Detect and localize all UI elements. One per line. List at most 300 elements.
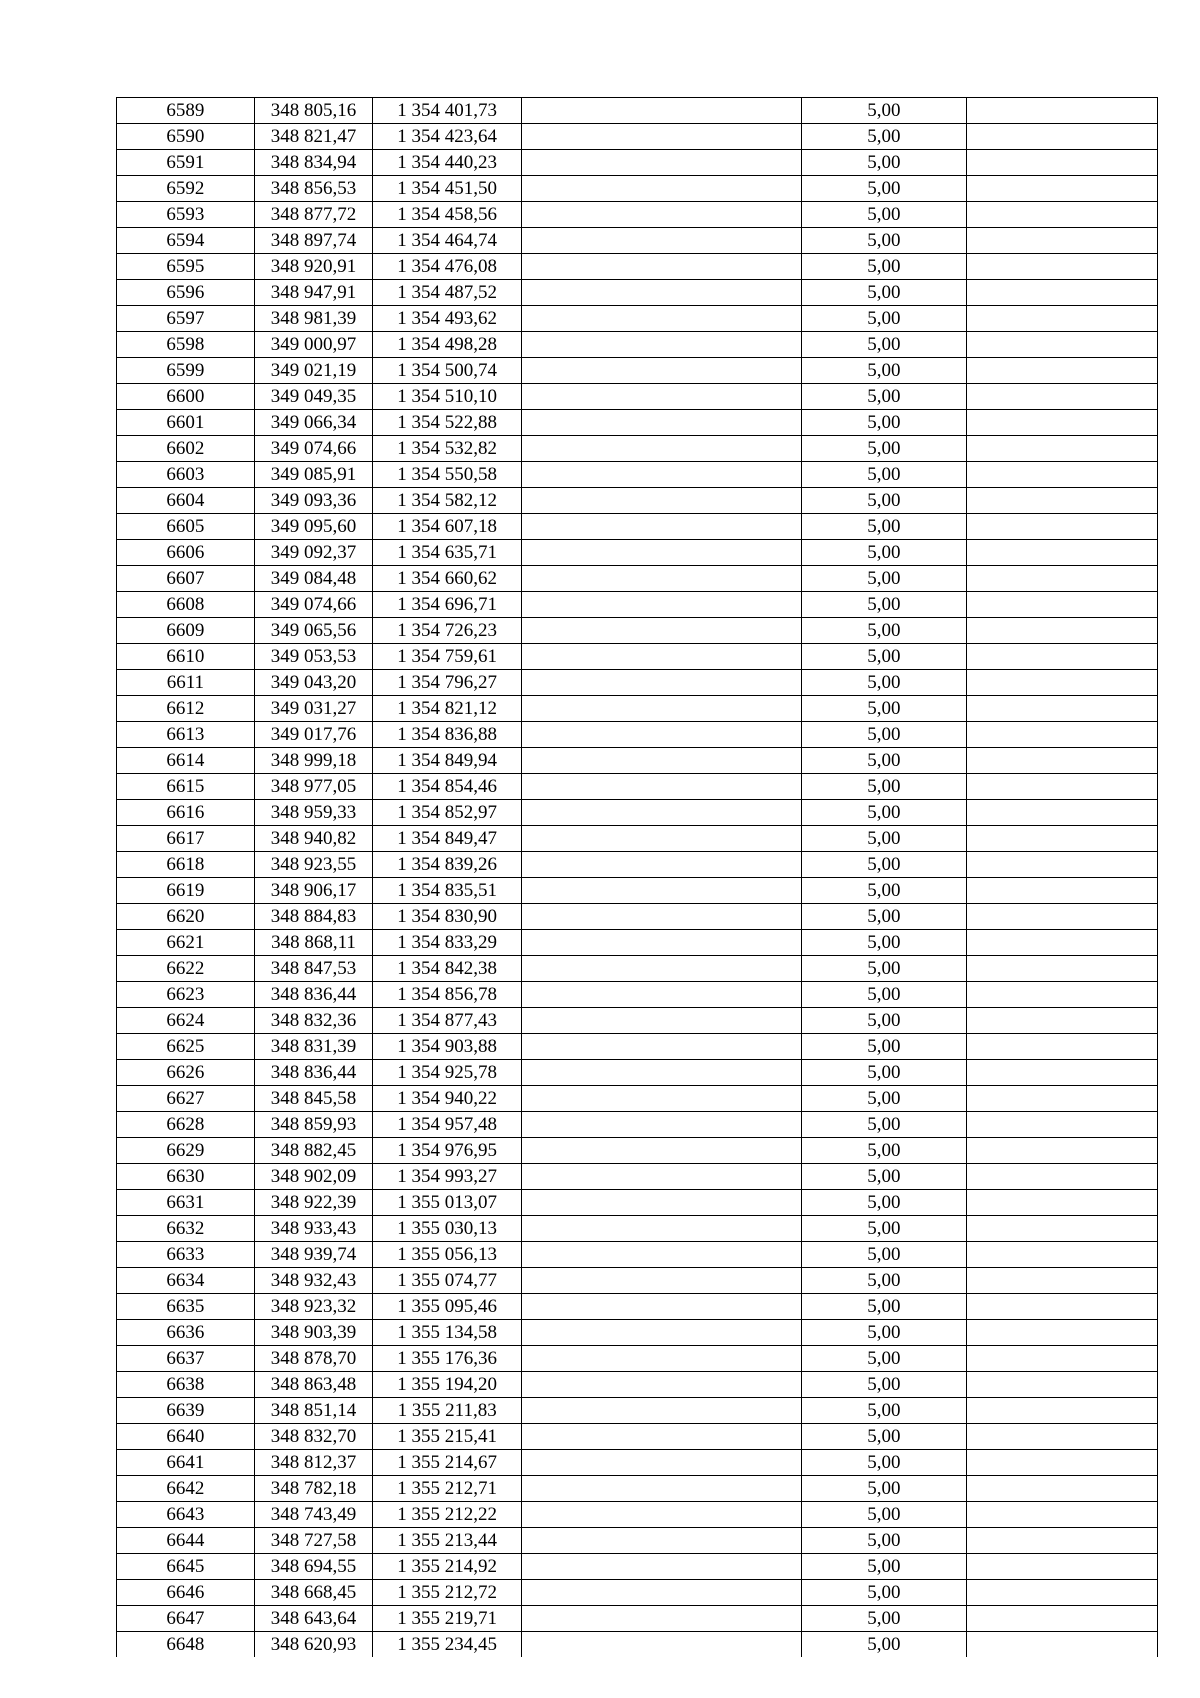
value-cell: 5,00 [802,1606,967,1632]
point-number-cell: 6616 [117,800,255,826]
point-number-cell: 6591 [117,150,255,176]
table-row [117,1138,1158,1164]
table-row [117,228,1158,254]
x-coordinate-cell: 348 939,74 [254,1242,372,1268]
table-row [117,176,1158,202]
empty-cell [522,488,802,514]
empty-cell [966,1606,1157,1632]
point-number-cell: 6613 [117,722,255,748]
y-coordinate-cell: 1 355 013,07 [373,1190,522,1216]
value-cell: 5,00 [802,1164,967,1190]
empty-cell [522,956,802,982]
empty-cell [966,826,1157,852]
point-number-cell: 6610 [117,644,255,670]
empty-cell [522,1216,802,1242]
table-row [117,1528,1158,1554]
value-cell: 5,00 [802,1138,967,1164]
x-coordinate-cell: 348 923,55 [254,852,372,878]
x-coordinate-cell: 348 847,53 [254,956,372,982]
empty-cell [522,1632,802,1658]
table-row [117,1580,1158,1606]
x-coordinate-cell: 348 897,74 [254,228,372,254]
empty-cell [522,1372,802,1398]
empty-cell [522,1606,802,1632]
x-coordinate-cell: 348 947,91 [254,280,372,306]
y-coordinate-cell: 1 354 550,58 [373,462,522,488]
x-coordinate-cell: 349 093,36 [254,488,372,514]
value-cell: 5,00 [802,1346,967,1372]
table-row [117,1632,1158,1658]
empty-cell [966,644,1157,670]
value-cell: 5,00 [802,1476,967,1502]
table-row [117,384,1158,410]
table-row [117,306,1158,332]
empty-cell [522,462,802,488]
empty-cell [966,774,1157,800]
x-coordinate-cell: 348 836,44 [254,982,372,1008]
empty-cell [966,514,1157,540]
y-coordinate-cell: 1 354 660,62 [373,566,522,592]
value-cell: 5,00 [802,592,967,618]
y-coordinate-cell: 1 355 212,71 [373,1476,522,1502]
value-cell: 5,00 [802,1060,967,1086]
x-coordinate-cell: 349 074,66 [254,436,372,462]
point-number-cell: 6646 [117,1580,255,1606]
empty-cell [522,228,802,254]
x-coordinate-cell: 349 085,91 [254,462,372,488]
point-number-cell: 6592 [117,176,255,202]
empty-cell [522,1268,802,1294]
value-cell: 5,00 [802,176,967,202]
x-coordinate-cell: 348 884,83 [254,904,372,930]
y-coordinate-cell: 1 355 234,45 [373,1632,522,1658]
x-coordinate-cell: 348 851,14 [254,1398,372,1424]
table-row [117,826,1158,852]
y-coordinate-cell: 1 355 212,72 [373,1580,522,1606]
point-number-cell: 6589 [117,98,255,124]
point-number-cell: 6625 [117,1034,255,1060]
y-coordinate-cell: 1 354 440,23 [373,150,522,176]
value-cell: 5,00 [802,1294,967,1320]
value-cell: 5,00 [802,254,967,280]
value-cell: 5,00 [802,540,967,566]
y-coordinate-cell: 1 355 214,92 [373,1554,522,1580]
x-coordinate-cell: 348 940,82 [254,826,372,852]
empty-cell [966,124,1157,150]
empty-cell [966,332,1157,358]
x-coordinate-cell: 349 095,60 [254,514,372,540]
table-row [117,410,1158,436]
empty-cell [522,1242,802,1268]
empty-cell [966,566,1157,592]
empty-cell [522,774,802,800]
y-coordinate-cell: 1 354 903,88 [373,1034,522,1060]
table-row [117,280,1158,306]
point-number-cell: 6631 [117,1190,255,1216]
empty-cell [522,1580,802,1606]
table-row [117,1008,1158,1034]
empty-cell [966,1632,1157,1658]
empty-cell [966,1320,1157,1346]
point-number-cell: 6630 [117,1164,255,1190]
empty-cell [522,540,802,566]
point-number-cell: 6644 [117,1528,255,1554]
y-coordinate-cell: 1 354 854,46 [373,774,522,800]
y-coordinate-cell: 1 354 635,71 [373,540,522,566]
y-coordinate-cell: 1 355 095,46 [373,1294,522,1320]
y-coordinate-cell: 1 354 976,95 [373,1138,522,1164]
empty-cell [522,280,802,306]
table-row [117,748,1158,774]
table-row [117,852,1158,878]
y-coordinate-cell: 1 354 607,18 [373,514,522,540]
table-row [117,488,1158,514]
y-coordinate-cell: 1 354 796,27 [373,670,522,696]
x-coordinate-cell: 348 932,43 [254,1268,372,1294]
value-cell: 5,00 [802,982,967,1008]
x-coordinate-cell: 348 903,39 [254,1320,372,1346]
empty-cell [966,930,1157,956]
empty-cell [966,1008,1157,1034]
empty-cell [522,124,802,150]
y-coordinate-cell: 1 355 134,58 [373,1320,522,1346]
empty-cell [522,696,802,722]
table-row [117,332,1158,358]
empty-cell [966,1138,1157,1164]
value-cell: 5,00 [802,1528,967,1554]
table-row [117,1216,1158,1242]
x-coordinate-cell: 349 000,97 [254,332,372,358]
point-number-cell: 6620 [117,904,255,930]
x-coordinate-cell: 348 668,45 [254,1580,372,1606]
table-row [117,1086,1158,1112]
value-cell: 5,00 [802,1190,967,1216]
point-number-cell: 6614 [117,748,255,774]
point-number-cell: 6622 [117,956,255,982]
value-cell: 5,00 [802,618,967,644]
table-row [117,566,1158,592]
x-coordinate-cell: 348 859,93 [254,1112,372,1138]
empty-cell [522,748,802,774]
x-coordinate-cell: 348 743,49 [254,1502,372,1528]
empty-cell [966,1216,1157,1242]
table-row [117,436,1158,462]
empty-cell [522,410,802,436]
value-cell: 5,00 [802,956,967,982]
empty-cell [522,722,802,748]
point-number-cell: 6612 [117,696,255,722]
empty-cell [966,1528,1157,1554]
value-cell: 5,00 [802,124,967,150]
x-coordinate-cell: 348 694,55 [254,1554,372,1580]
point-number-cell: 6600 [117,384,255,410]
empty-cell [966,696,1157,722]
value-cell: 5,00 [802,774,967,800]
empty-cell [966,1086,1157,1112]
empty-cell [966,904,1157,930]
empty-cell [966,150,1157,176]
empty-cell [966,878,1157,904]
x-coordinate-cell: 349 031,27 [254,696,372,722]
point-number-cell: 6603 [117,462,255,488]
value-cell: 5,00 [802,514,967,540]
y-coordinate-cell: 1 354 451,50 [373,176,522,202]
empty-cell [966,1294,1157,1320]
value-cell: 5,00 [802,358,967,384]
empty-cell [522,930,802,956]
table-row [117,462,1158,488]
empty-cell [966,1372,1157,1398]
point-number-cell: 6590 [117,124,255,150]
empty-cell [522,1398,802,1424]
y-coordinate-cell: 1 355 213,44 [373,1528,522,1554]
point-number-cell: 6609 [117,618,255,644]
y-coordinate-cell: 1 355 194,20 [373,1372,522,1398]
point-number-cell: 6611 [117,670,255,696]
y-coordinate-cell: 1 354 835,51 [373,878,522,904]
value-cell: 5,00 [802,1372,967,1398]
empty-cell [966,280,1157,306]
empty-cell [522,1450,802,1476]
y-coordinate-cell: 1 354 458,56 [373,202,522,228]
empty-cell [522,358,802,384]
x-coordinate-cell: 348 805,16 [254,98,372,124]
empty-cell [522,852,802,878]
y-coordinate-cell: 1 355 030,13 [373,1216,522,1242]
y-coordinate-cell: 1 354 759,61 [373,644,522,670]
empty-cell [966,462,1157,488]
y-coordinate-cell: 1 354 500,74 [373,358,522,384]
y-coordinate-cell: 1 354 423,64 [373,124,522,150]
y-coordinate-cell: 1 355 214,67 [373,1450,522,1476]
y-coordinate-cell: 1 354 493,62 [373,306,522,332]
y-coordinate-cell: 1 354 830,90 [373,904,522,930]
y-coordinate-cell: 1 354 842,38 [373,956,522,982]
empty-cell [522,1346,802,1372]
empty-cell [966,1476,1157,1502]
table-row [117,202,1158,228]
empty-cell [522,1320,802,1346]
y-coordinate-cell: 1 355 074,77 [373,1268,522,1294]
value-cell: 5,00 [802,852,967,878]
value-cell: 5,00 [802,748,967,774]
y-coordinate-cell: 1 354 993,27 [373,1164,522,1190]
empty-cell [966,1554,1157,1580]
empty-cell [966,1164,1157,1190]
x-coordinate-cell: 349 049,35 [254,384,372,410]
point-number-cell: 6637 [117,1346,255,1372]
point-number-cell: 6602 [117,436,255,462]
point-number-cell: 6623 [117,982,255,1008]
point-number-cell: 6607 [117,566,255,592]
empty-cell [966,358,1157,384]
empty-cell [522,1502,802,1528]
empty-cell [522,436,802,462]
y-coordinate-cell: 1 354 849,94 [373,748,522,774]
empty-cell [522,150,802,176]
empty-cell [522,1554,802,1580]
y-coordinate-cell: 1 355 219,71 [373,1606,522,1632]
y-coordinate-cell: 1 354 401,73 [373,98,522,124]
empty-cell [966,1034,1157,1060]
x-coordinate-cell: 348 878,70 [254,1346,372,1372]
value-cell: 5,00 [802,202,967,228]
empty-cell [522,826,802,852]
value-cell: 5,00 [802,670,967,696]
y-coordinate-cell: 1 354 877,43 [373,1008,522,1034]
y-coordinate-cell: 1 354 821,12 [373,696,522,722]
table-row [117,1294,1158,1320]
value-cell: 5,00 [802,332,967,358]
value-cell: 5,00 [802,1502,967,1528]
y-coordinate-cell: 1 354 476,08 [373,254,522,280]
table-row [117,644,1158,670]
point-number-cell: 6594 [117,228,255,254]
x-coordinate-cell: 348 922,39 [254,1190,372,1216]
empty-cell [966,176,1157,202]
value-cell: 5,00 [802,696,967,722]
point-number-cell: 6601 [117,410,255,436]
table-row [117,1164,1158,1190]
table-row [117,1606,1158,1632]
point-number-cell: 6648 [117,1632,255,1658]
point-number-cell: 6627 [117,1086,255,1112]
table-row [117,358,1158,384]
empty-cell [522,878,802,904]
point-number-cell: 6641 [117,1450,255,1476]
table-row [117,696,1158,722]
point-number-cell: 6638 [117,1372,255,1398]
coordinate-table-body [117,98,1158,1658]
empty-cell [966,722,1157,748]
empty-cell [522,1138,802,1164]
empty-cell [522,800,802,826]
empty-cell [966,410,1157,436]
value-cell: 5,00 [802,1398,967,1424]
point-number-cell: 6593 [117,202,255,228]
empty-cell [522,1528,802,1554]
empty-cell [522,1112,802,1138]
value-cell: 5,00 [802,930,967,956]
x-coordinate-cell: 349 053,53 [254,644,372,670]
x-coordinate-cell: 348 620,93 [254,1632,372,1658]
y-coordinate-cell: 1 354 582,12 [373,488,522,514]
table-row [117,150,1158,176]
empty-cell [522,1164,802,1190]
table-row [117,1476,1158,1502]
empty-cell [966,1268,1157,1294]
point-number-cell: 6597 [117,306,255,332]
empty-cell [522,1060,802,1086]
empty-cell [522,254,802,280]
empty-cell [966,618,1157,644]
value-cell: 5,00 [802,1034,967,1060]
x-coordinate-cell: 348 727,58 [254,1528,372,1554]
x-coordinate-cell: 349 021,19 [254,358,372,384]
x-coordinate-cell: 348 856,53 [254,176,372,202]
empty-cell [966,748,1157,774]
x-coordinate-cell: 349 074,66 [254,592,372,618]
table-row [117,1372,1158,1398]
empty-cell [522,332,802,358]
x-coordinate-cell: 348 977,05 [254,774,372,800]
table-row [117,1190,1158,1216]
value-cell: 5,00 [802,306,967,332]
table-row [117,618,1158,644]
table-row [117,1554,1158,1580]
value-cell: 5,00 [802,800,967,826]
coordinate-table [116,97,1158,1657]
empty-cell [966,670,1157,696]
table-row [117,1060,1158,1086]
table-row [117,540,1158,566]
empty-cell [966,956,1157,982]
point-number-cell: 6642 [117,1476,255,1502]
x-coordinate-cell: 348 882,45 [254,1138,372,1164]
point-number-cell: 6633 [117,1242,255,1268]
y-coordinate-cell: 1 354 957,48 [373,1112,522,1138]
x-coordinate-cell: 348 877,72 [254,202,372,228]
point-number-cell: 6632 [117,1216,255,1242]
value-cell: 5,00 [802,1112,967,1138]
empty-cell [966,1502,1157,1528]
table-row [117,254,1158,280]
y-coordinate-cell: 1 354 852,97 [373,800,522,826]
x-coordinate-cell: 348 863,48 [254,1372,372,1398]
empty-cell [522,1034,802,1060]
empty-cell [522,644,802,670]
empty-cell [966,1580,1157,1606]
empty-cell [522,1294,802,1320]
empty-cell [966,254,1157,280]
value-cell: 5,00 [802,826,967,852]
y-coordinate-cell: 1 354 522,88 [373,410,522,436]
y-coordinate-cell: 1 354 849,47 [373,826,522,852]
y-coordinate-cell: 1 354 940,22 [373,1086,522,1112]
point-number-cell: 6624 [117,1008,255,1034]
x-coordinate-cell: 348 832,36 [254,1008,372,1034]
empty-cell [522,384,802,410]
point-number-cell: 6598 [117,332,255,358]
point-number-cell: 6629 [117,1138,255,1164]
y-coordinate-cell: 1 354 487,52 [373,280,522,306]
empty-cell [522,202,802,228]
x-coordinate-cell: 348 831,39 [254,1034,372,1060]
point-number-cell: 6643 [117,1502,255,1528]
value-cell: 5,00 [802,1320,967,1346]
point-number-cell: 6647 [117,1606,255,1632]
empty-cell [522,1476,802,1502]
empty-cell [522,904,802,930]
x-coordinate-cell: 348 845,58 [254,1086,372,1112]
y-coordinate-cell: 1 355 176,36 [373,1346,522,1372]
point-number-cell: 6619 [117,878,255,904]
empty-cell [966,800,1157,826]
value-cell: 5,00 [802,566,967,592]
empty-cell [966,228,1157,254]
y-coordinate-cell: 1 354 696,71 [373,592,522,618]
empty-cell [966,1190,1157,1216]
table-row [117,878,1158,904]
empty-cell [966,1242,1157,1268]
value-cell: 5,00 [802,150,967,176]
y-coordinate-cell: 1 355 215,41 [373,1424,522,1450]
point-number-cell: 6636 [117,1320,255,1346]
table-row [117,1112,1158,1138]
table-row [117,904,1158,930]
value-cell: 5,00 [802,1242,967,1268]
value-cell: 5,00 [802,436,967,462]
